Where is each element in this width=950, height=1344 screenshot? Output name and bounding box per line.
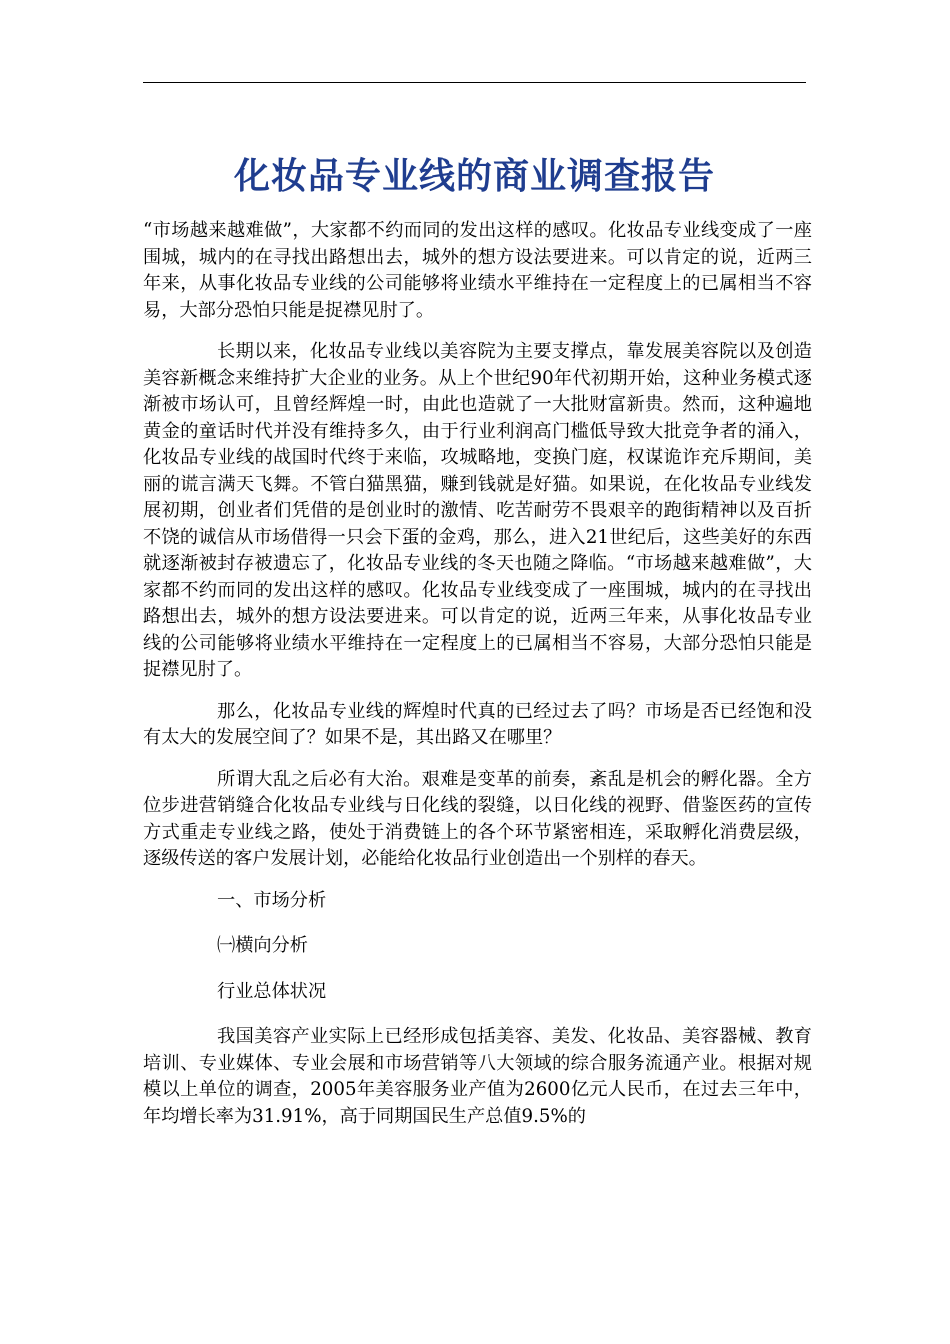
subsection-heading: ㈠横向分析 <box>217 935 308 956</box>
document-body <box>143 218 812 1145</box>
header-rule <box>143 82 806 83</box>
paragraph-solution: 所谓大乱之后必有大治。艰难是变革的前奏，紊乱是机会的孵化器。全方位步进营销缝合化妆品专业线与日化线的裂缝，以日化线的视野、借鉴医药的宣传方式重走专业线之路，使处于消费链上的各个环节紧密相连，采取孵化消费层级，逐级传送的客户发展计划，必能给化妆品行业创造出一个别样的春天。 <box>143 768 812 869</box>
paragraph-history: 长期以来，化妆品专业线以美容院为主要支撑点，靠发展美容院以及创造美容新概念来维持扩大企业的业务。从上个世纪90年代初期开始，这种业务模式逐渐被市场认可，且曾经辉煌一时，由此也造就了一大批财富新贵。然而，这种遍地黄金的童话时代并没有维持多久，由于行业利润高门槛低导致大批竞争者的涌入，化妆品专业线的战国时代终于来临，攻城略地，变换门庭，权谋诡诈充斥期间，美丽的谎言满天飞舞。不管白猫黑猫，赚到钱就是好猫。如果说，在化妆品专业线发展初期，创业者们凭借的是创业时的激情、吃苦耐劳不畏艰辛的跑街精神以及百折不饶的诚信从市场借得一只会下蛋的金鸡，那么，进入21世纪后，这些美好的东西就逐渐被封存被遗忘了，化妆品专业线的冬天也随之降临。“市场越来越难做”，大家都不约而同的发出这样的感叹。化妆品专业线变成了一座围城，城内的在寻找出路想出去，城外的想方设法要进来。可以肯定的说，近两三年来，从事化妆品专业线的公司能够将业绩水平维持在一定程度上的已属相当不容易，大部分恐怕只能是捉襟见肘了。 <box>143 341 812 680</box>
topic-heading: 行业总体状况 <box>217 980 327 1002</box>
paragraph-intro: “市场越来越难做”，大家都不约而同的发出这样的感叹。化妆品专业线变成了一座围城，城内的在寻找出路想出去，城外的想方设法要进来。可以肯定的说，近两三年来，从事化妆品专业线的公司能够将业绩水平维持在一定程度上的已属相当不容易，大部分恐怕只能是捉襟见肘了。 <box>143 220 812 321</box>
paragraph-industry: 我国美容产业实际上已经形成包括美容、美发、化妆品、美容器械、教育培训、专业媒体、专业会展和市场营销等八大领域的综合服务流通产业。根据对规模以上单位的调查，2005年美容服务业产值为2600亿元人民币，在过去三年中，年均增长率为31.91%，高于同期国民生产总值9.5%的 <box>143 1026 812 1127</box>
document-title: 化妆品专业线的商业调查报告 <box>233 155 715 197</box>
section-heading: 一、市场分析 <box>217 889 327 911</box>
paragraph-question: 那么，化妆品专业线的辉煌时代真的已经过去了吗？市场是否已经饱和没有太大的发展空间了？如果不是，其出路又在哪里？ <box>143 700 812 748</box>
